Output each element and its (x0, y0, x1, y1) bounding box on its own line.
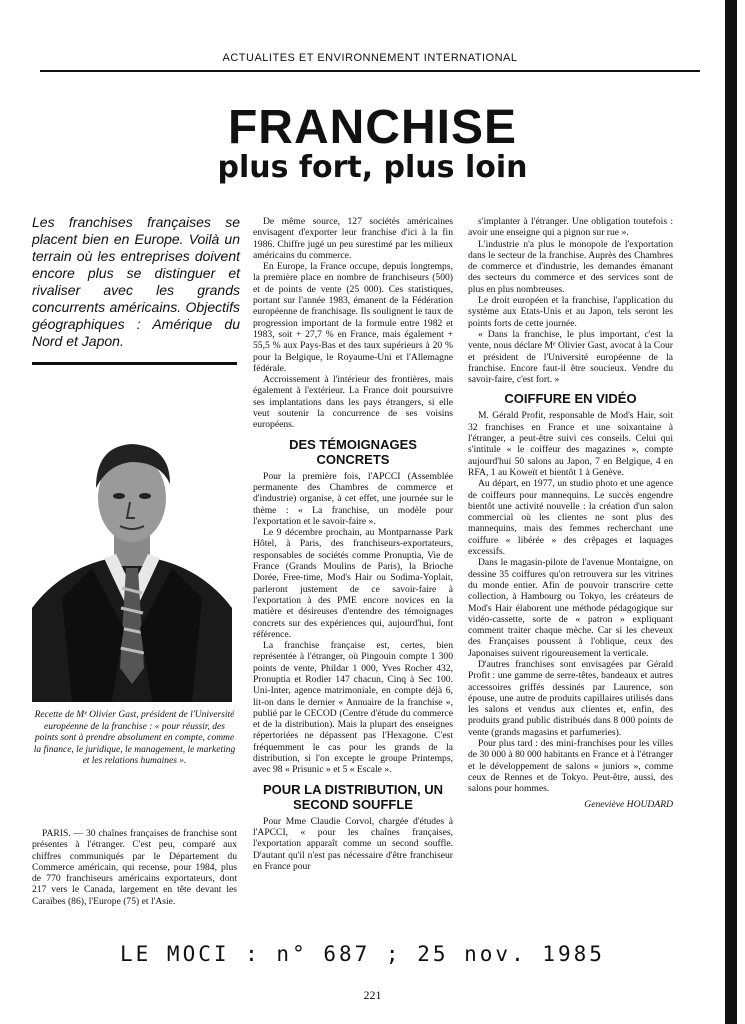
paragraph: L'industrie n'a plus le monopole de l'exportation dans le secteur de la franchise. Auprès des Chambres de commerce et d'industrie, les demandes émanant des secteurs du commerce et des services sont de plus en plus nombreuses. (468, 238, 673, 295)
paragraph: M. Gérald Profit, responsable de Mod's Hair, soit 32 franchises en France et une soixantaine à l'étranger, a peut-être suivi ces conseils. Celui qui s'intitule « le coiffeur des magazines », compte aujourd'hui 50 salons au Japon, 7 en Belgique, 4 en RFA, 1 au Koweït et bientôt 1 à Genève. (468, 410, 673, 478)
portrait-photo (32, 418, 232, 702)
paragraph: D'autres franchises sont envisagées par Gérald Profit : une gamme de serre-têtes, bandeaux et autres accessoires griffés dessinés par Laurence, son épouse, une autre de produits capillaires utilisés dans les salons et vendus aux clientes et, enfin, des produits grand public distribués dans 8 000 points de vente (grands magasins et parfumeries). (468, 658, 673, 738)
header-rule (40, 70, 700, 72)
headline: FRANCHISE (227, 101, 517, 154)
lead-rule (32, 362, 237, 365)
paragraph: En Europe, la France occupe, depuis longtemps, la première place en nombre de franchiseurs (500) et de points de vente (25 000). Ces statistiques, portant sur l'année 1983, émanent de la Fédération européenne de franchisage. Ils soulignent le taux de progression important de la formule entre 1982 et 1983, soit + 27,7 % en France, mais également + 55,5 % aux Pays-Bas et des taux supérieurs à 20 % pour la Belgique, le Royaume-Uni et l'Allemagne fédérale. (253, 261, 453, 374)
paragraph: Dans le magasin-pilote de l'avenue Montaigne, on dessine 35 coiffures qu'on retrouvera sur les vitrines du monde entier. Afin de pouvoir transcrire cette collection, à Hambourg ou Tokyo, les créateurs de Mod's Hair élaborent une méthode pédagogique sur vidéo-cassette, sorte de « patron » expliquant comment traiter chaque mèche. Car si les cheveux des Françaises poussent à l'oblique, ceux des Japonaises suivent rigoureusement la verticale. (468, 557, 673, 659)
page-number: 221 (363, 988, 382, 1002)
paragraph: s'implanter à l'étranger. Une obligation toutefois : avoir une enseigne qui a pignon sur rue ». (468, 216, 673, 239)
handwritten-reference: LE MOCI : n° 687 ; 25 nov. 1985 (120, 942, 605, 966)
paragraph: Le 9 décembre prochain, au Montparnasse Park Hôtel, à Paris, des franchiseurs-exportateurs, responsables de sociétés comme Pronuptia, Vie de France (Grands Moulins de Paris), la Brioche Dorée, Free-time, Mod's Hair ou Sodima-Yoplait, parleront justement de ce savoir-faire à l'exportation à des PME encore novices en la matière et désireuses d'entendre des témoignages concrets sur des expériences qui, aujourd'hui, font référence. (253, 527, 453, 640)
section-heading: POUR LA DISTRIBUTION, UN SECOND SOUFFLE (262, 781, 444, 812)
paragraph: Pour la première fois, l'APCCI (Assemblée permanente des Chambres de commerce et d'industrie) organise, à cet effet, une journée sur le thème : « La franchise, un modèle pour l'exportation et le savoir-faire ». (253, 470, 453, 527)
paragraph: « Dans la franchise, le plus important, c'est la vente, nous déclare Mᵉ Olivier Gast, avocat à la Cour et président de l'Université européenne de la franchise. Encore faut-il être soucieux. Vendre du savoir-faire, c'est fort. » (468, 328, 673, 386)
paragraph: PARIS. — 30 chaînes françaises de franchise sont présentes à l'étranger. C'est peu, comparé aux chiffres communiqués par le Département du Commerce américain, qui recense, pour 1984, plus de 770 franchiseurs américains exportateurs, dont 217 vers le Canada, largement en tête devant les Caraïbes (86), l'Europe (75) et l'Asie. (32, 828, 237, 907)
lead-paragraph: Les franchises françaises se placent bien en Europe. Voilà un terrain où les entreprises doivent encore plus se distinguer et rivaliser avec les grands concurrents américains. Objectifs géographiques : Amérique du Nord et Japon. (32, 214, 240, 349)
column-2 (253, 216, 453, 872)
column-3 (468, 216, 673, 810)
author-signature: Geneviève HOUDARD (584, 798, 673, 810)
paragraph: La franchise française est, certes, bien représentée à l'étranger, où Pingouin compte 1 300 points de vente, Phildar 1 000, Yves Rocher 432, Pronuptia et Rodier 147 chacun, Cinq à Sec 100. Uni-Inter, agence matrimoniale, en compte déjà 6, lit-on dans le dernier « Annuaire de la franchise », publié par le CECOD (Centre d'étude du commerce et de la distribution). Mais la plupart des enseignes répertoriées ne dépassent pas l'Hexagone. C'est fréquemment le cas pour les grands de la distribution, si l'on excepte le groupe Printemps, avec 98 « Prisunic » et 5 « Escale ». (253, 640, 453, 776)
column-1-text (32, 828, 237, 907)
paragraph: Pour Mme Claudie Corvol, chargée d'études à l'APCCI, « pour les chaînes françaises, l'exportation apparaît comme un second souffle. D'autant qu'il n'est pas nécessaire d'être franchiseur en France pour (253, 815, 453, 872)
paragraph: Pour plus tard : des mini-franchises pour les villes de 30 000 à 80 000 habitants en France et à l'étranger et le développement de salons « juniors », comme ceux de Rennes et de Tokyo. Peut-être, aussi, des salons pour hommes. (468, 738, 673, 795)
paragraph: Accroissement à l'intérieur des frontières, mais également à l'extérieur. La France doit poursuivre ses implantations dans les pays étrangers, si elle veut soutenir la concurrence de ses voisins européens. (253, 374, 453, 431)
paragraph: De même source, 127 sociétés américaines envisagent d'exporter leur franchise d'ici à la fin 1986. Chiffre jugé un peu surestimé par les milieux américains du commerce. (253, 216, 453, 261)
paragraph: Le droit européen et la franchise, l'application du système aux Etats-Unis et au Japon, tels seront les points forts de cette journée. (468, 295, 673, 329)
subheadline: plus fort, plus loin (217, 150, 528, 185)
photo-caption: Recette de Mᵉ Olivier Gast, président de l'Université européenne de la franchise : « pour réussir, des points sont à prendre absolument en compte, comme la finance, le juridique, le management, le marketing et les relations humaines ». (33, 710, 236, 766)
paragraph: Au départ, en 1977, un studio photo et une agence de coiffeurs pour mannequins. Le succès engendre bientôt une activité nouvelle : la création d'un salon commercial où les clientes ne sont plus des mannequins, mais des femmes recherchant une coiffure « libérée » des crêpages et laquages excessifs. (468, 478, 673, 558)
section-heading: DES TÉMOIGNAGES CONCRETS (289, 436, 417, 467)
section-header: ACTUALITES ET ENVIRONNEMENT INTERNATIONAL (222, 52, 518, 64)
section-heading: COIFFURE EN VIDÉO (504, 391, 637, 407)
